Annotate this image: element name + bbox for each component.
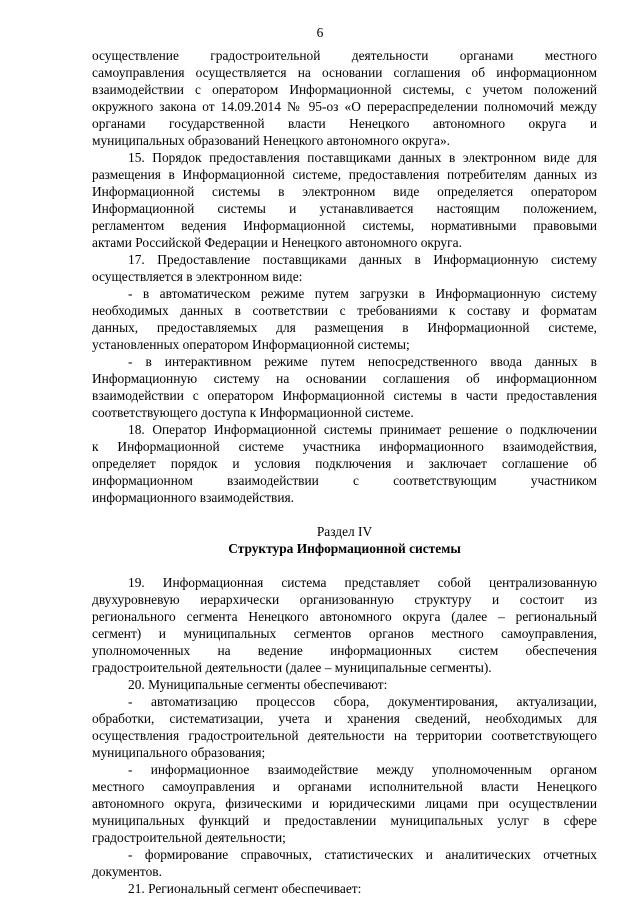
- paragraphs-bottom: [92, 574, 597, 897]
- paragraph-line: документов.: [92, 864, 162, 879]
- paragraph-line: 15. Порядок предоставления поставщиками данных в электронном виде для: [128, 150, 597, 165]
- paragraph-line: - информационное взаимодействие между уполномоченным органом: [128, 762, 597, 777]
- paragraph-line: осуществление градостроительной деятельности органами местного: [92, 48, 597, 63]
- paragraph-line: взаимодействии с оператором Информационной системы, с учетом положений: [92, 82, 597, 97]
- paragraph-p20b: [92, 761, 597, 846]
- section-label: Раздел IV: [316, 524, 373, 539]
- paragraph-line: 18. Оператор Информационной системы принимает решение о подключении: [128, 422, 597, 437]
- paragraph-line: градостроительной деятельности (далее – муниципальные сегменты).: [92, 660, 492, 675]
- paragraph-line: Информационной системы и устанавливается настоящим положением,: [92, 201, 597, 216]
- paragraph-p17: [92, 251, 597, 285]
- paragraph-line: - автоматизацию процессов сбора, документирования, актуализации,: [128, 694, 597, 709]
- paragraph-line: осуществляется в электронном виде:: [92, 269, 303, 284]
- paragraph-line: сегмент) и муниципальных сегментов органов местного самоуправления,: [92, 626, 597, 641]
- paragraph-line: информационного взаимодействия.: [92, 490, 294, 505]
- paragraph-line: взаимодействии с оператором Информационной системы в части предоставления: [92, 388, 597, 403]
- paragraph-p15: [92, 149, 597, 251]
- paragraph-line: самоуправления осуществляется на основании соглашения об информационном: [92, 65, 597, 80]
- paragraph-line: определяет порядок и условия подключения и заключает соглашение об: [92, 456, 597, 471]
- paragraph-line: уполномоченных на ведение информационных систем обеспечения: [92, 643, 597, 658]
- paragraph-line: окружного закона от 14.09.2014 № 95-оз «О перераспределении полномочий между: [92, 99, 597, 114]
- paragraph-p19: [92, 574, 597, 676]
- paragraph-line: регламентом ведения Информационной системы, нормативными правовыми: [92, 218, 597, 233]
- paragraph-line: автономного округа, физическими и юридическими лицами при осуществлении: [92, 796, 597, 811]
- paragraph-line: муниципальных функций и предоставлении муниципальных услуг в сфере: [92, 813, 597, 828]
- paragraph-line: установленных оператором Информационной системы;: [92, 337, 410, 352]
- paragraph-p17b: [92, 353, 597, 421]
- paragraph-line: двухуровневую иерархически организованную структуру и состоит из: [92, 592, 597, 607]
- paragraph-line: к Информационной системе участника информационного взаимодействия,: [92, 439, 597, 454]
- paragraph-line: Информационной системы в электронном виде определяется оператором: [92, 184, 597, 199]
- paragraph-p17a: [92, 285, 597, 353]
- paragraph-line: информационном взаимодействии с соответствующим участником: [92, 473, 597, 488]
- paragraph-line: осуществления градостроительной деятельности на территории соответствующего: [92, 728, 597, 743]
- paragraph-p21: [92, 880, 597, 897]
- paragraph-line: муниципального образования;: [92, 745, 266, 760]
- document-body: [92, 47, 597, 897]
- paragraphs-top: [92, 47, 597, 506]
- paragraph-line: данных, предоставляемых для размещения в Информационной системе,: [92, 320, 597, 335]
- paragraph-line: размещения в Информационной системе, предоставления потребителям данных из: [92, 167, 597, 182]
- paragraph-line: градостроительной деятельности;: [92, 830, 286, 845]
- paragraph-p20a: [92, 693, 597, 761]
- paragraph-line: Информационную систему на основании соглашения об информационном: [92, 371, 597, 386]
- paragraph-line: соответствующего доступа к Информационной системе.: [92, 405, 414, 420]
- paragraph-line: актами Российской Федерации и Ненецкого автономного округа.: [92, 235, 462, 250]
- paragraph-line: необходимых данных в соответствии с требованиями к составу и форматам: [92, 303, 597, 318]
- paragraph-p20c: [92, 846, 597, 880]
- paragraph-line: 20. Муниципальные сегменты обеспечивают:: [128, 677, 388, 692]
- paragraph-line: органами государственной власти Ненецкого автономного округа и: [92, 116, 597, 131]
- paragraph-line: 19. Информационная система представляет собой централизованную: [128, 575, 597, 590]
- paragraph-line: муниципальных образований Ненецкого автономного округа».: [92, 133, 450, 148]
- section-title: Структура Информационной системы: [228, 541, 461, 556]
- paragraph-line: - в автоматическом режиме путем загрузки в Информационную систему: [128, 286, 597, 301]
- paragraph-line: 17. Предоставление поставщиками данных в Информационную систему: [128, 252, 597, 267]
- paragraph-line: - в интерактивном режиме путем непосредственного ввода данных в: [128, 354, 597, 369]
- paragraph-p18: [92, 421, 597, 506]
- paragraph-line: обработки, систематизации, учета и хранения сведений, необходимых для: [92, 711, 597, 726]
- paragraph-line: местного самоуправления и органами исполнительной власти Ненецкого: [92, 779, 597, 794]
- paragraph-line: регионального сегмента Ненецкого автономного округа (далее – региональный: [92, 609, 597, 624]
- page-number: 6: [316, 25, 324, 40]
- paragraph-p20: [92, 676, 597, 693]
- paragraph-line: 21. Региональный сегмент обеспечивает:: [128, 881, 362, 896]
- paragraph-line: - формирование справочных, статистических и аналитических отчетных: [128, 847, 597, 862]
- paragraph-cont: [92, 47, 597, 149]
